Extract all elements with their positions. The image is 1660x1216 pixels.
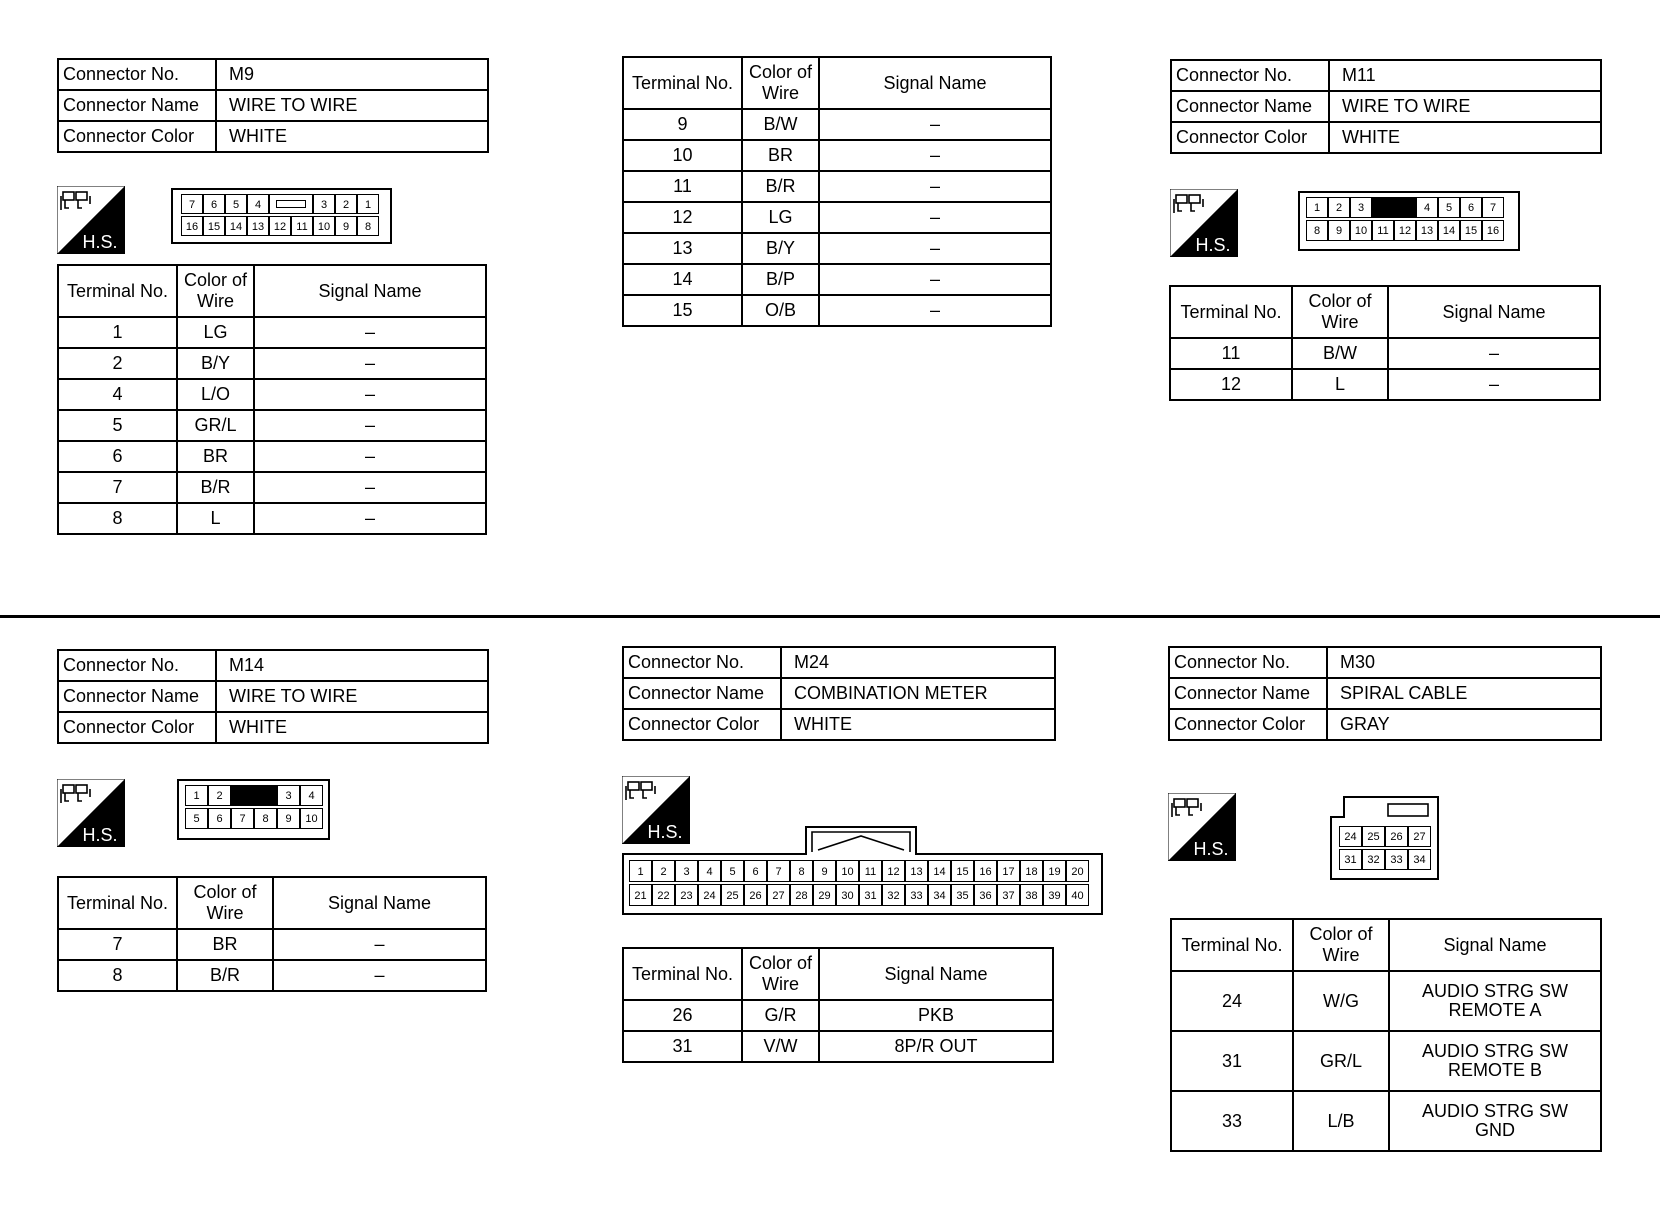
connector-pin: 34: [928, 884, 951, 906]
connector-pin: 12: [882, 860, 905, 882]
connector-name-value: COMBINATION METER: [781, 678, 1055, 709]
connector-pin: 7: [767, 860, 790, 882]
connector-pin: 38: [1020, 884, 1043, 906]
terminal-no-cell: 7: [58, 929, 177, 960]
wire-color-cell: BR: [177, 441, 254, 472]
terminal-table-m24: [622, 947, 1054, 1063]
connector-pin: 24: [698, 884, 721, 906]
signal-name-cell: –: [1388, 369, 1600, 400]
wire-color-cell: V/W: [742, 1031, 819, 1062]
signal-name-cell: –: [819, 295, 1051, 326]
terminal-no-cell: 8: [58, 503, 177, 534]
connector-pin: 30: [836, 884, 859, 906]
connector-no-label: Connector No.: [58, 59, 216, 90]
connector-pin: 25: [1362, 826, 1385, 847]
table-row: [623, 171, 1051, 202]
signal-name-cell: –: [819, 140, 1051, 171]
connector-pin: 8: [357, 216, 379, 236]
table-row: [623, 295, 1051, 326]
hs-label: H.S.: [647, 822, 683, 842]
signal-name-cell: –: [819, 202, 1051, 233]
color-of-wire-header: [742, 948, 819, 1000]
connector-pin: 3: [1350, 197, 1372, 218]
wire-color-cell: W/G: [1293, 971, 1389, 1031]
connector-pin: 34: [1408, 849, 1431, 870]
connector-color-value: GRAY: [1327, 709, 1601, 740]
connector-pin: 26: [744, 884, 767, 906]
header-line: Color of: [748, 62, 813, 82]
signal-name-header: Signal Name: [819, 57, 1051, 109]
connector-pin: 40: [1066, 884, 1089, 906]
header-line: Wire: [762, 83, 799, 103]
connector-pin: 33: [1385, 849, 1408, 870]
table-row: [58, 503, 486, 534]
connector-pin: 6: [1460, 197, 1482, 218]
harness-side-icon: [57, 779, 125, 847]
connector-info-m30: [1168, 646, 1602, 741]
color-of-wire-header: [742, 57, 819, 109]
wire-color-cell: BR: [177, 929, 273, 960]
table-row: [623, 140, 1051, 171]
connector-name-label: Connector Name: [1171, 91, 1329, 122]
wire-color-cell: B/R: [177, 960, 273, 991]
connector-pin: 14: [225, 216, 247, 236]
terminal-no-cell: 1: [58, 317, 177, 348]
wire-color-cell: B/Y: [742, 233, 819, 264]
connector-pin: 27: [767, 884, 790, 906]
terminal-no-cell: 7: [58, 472, 177, 503]
wire-color-cell: GR/L: [1293, 1031, 1389, 1091]
wire-color-cell: L/B: [1293, 1091, 1389, 1151]
connector-no-value: M9: [216, 59, 488, 90]
header-line: Wire: [762, 974, 799, 994]
signal-name-cell: –: [819, 109, 1051, 140]
wire-color-cell: G/R: [742, 1000, 819, 1031]
terminal-table-m14: [57, 876, 487, 992]
terminal-no-cell: 12: [623, 202, 742, 233]
connector-info-m11: [1170, 59, 1602, 154]
signal-name-cell: –: [254, 472, 486, 503]
connector-pin: 14: [928, 860, 951, 882]
connector-pin: 25: [721, 884, 744, 906]
wire-color-cell: LG: [742, 202, 819, 233]
connector-color-label: Connector Color: [58, 121, 216, 152]
table-row: [623, 233, 1051, 264]
terminal-no-header: Terminal No.: [1171, 919, 1293, 971]
connector-pin: 39: [1043, 884, 1066, 906]
wire-color-cell: O/B: [742, 295, 819, 326]
connector-pin: 2: [335, 194, 357, 214]
connector-pin: 9: [1328, 220, 1350, 241]
connector-pin: 31: [859, 884, 882, 906]
connector-pin: 28: [790, 884, 813, 906]
connector-pin: 35: [951, 884, 974, 906]
signal-name-cell: –: [254, 441, 486, 472]
signal-name-cell: –: [254, 503, 486, 534]
connector-pin: 20: [1066, 860, 1089, 882]
connector-info-m24: [622, 646, 1056, 741]
terminal-no-cell: 4: [58, 379, 177, 410]
connector-info-m14: [57, 649, 489, 744]
connector-pin: 13: [905, 860, 928, 882]
connector-name-label: Connector Name: [58, 681, 216, 712]
connector-pin: 4: [698, 860, 721, 882]
terminal-table-m30: [1170, 918, 1602, 1152]
connector-key-slot: [1372, 197, 1416, 218]
connector-color-value: WHITE: [781, 709, 1055, 740]
signal-name-cell: –: [273, 960, 486, 991]
signal-name-line: AUDIO STRG SW: [1421, 1041, 1568, 1061]
color-of-wire-header: [1292, 286, 1388, 338]
section-divider: [0, 615, 1660, 618]
connector-pin: 19: [1043, 860, 1066, 882]
signal-name-cell: PKB: [819, 1000, 1053, 1031]
connector-pin: 12: [269, 216, 291, 236]
header-line: Color of: [1309, 924, 1373, 944]
wire-color-cell: BR: [742, 140, 819, 171]
connector-pin: 10: [313, 216, 335, 236]
color-of-wire-header: [1293, 919, 1389, 971]
connector-pin: 13: [247, 216, 269, 236]
wire-color-cell: LG: [177, 317, 254, 348]
connector-pin: 5: [225, 194, 247, 214]
terminal-no-cell: 5: [58, 410, 177, 441]
connector-pin: 12: [1394, 220, 1416, 241]
connector-pin: 10: [300, 808, 323, 829]
connector-pin: 9: [277, 808, 300, 829]
connector-pin: 8: [790, 860, 813, 882]
table-row: [623, 1000, 1053, 1031]
connector-pin: 24: [1339, 826, 1362, 847]
table-row: [58, 410, 486, 441]
connector-pin: 1: [185, 785, 208, 806]
connector-face-m24: [629, 860, 1097, 910]
wire-color-cell: L: [1292, 369, 1388, 400]
harness-side-icon: [1170, 189, 1238, 257]
connector-pin: 8: [1306, 220, 1328, 241]
connector-pin: 1: [1306, 197, 1328, 218]
connector-pin: 5: [1438, 197, 1460, 218]
connector-color-label: Connector Color: [623, 709, 781, 740]
terminal-table-m9-b: [622, 56, 1052, 327]
terminal-no-cell: 9: [623, 109, 742, 140]
connector-key-outline: [276, 200, 306, 208]
connector-pin: 32: [1362, 849, 1385, 870]
table-row: [58, 379, 486, 410]
connector-pin: 4: [300, 785, 323, 806]
wire-color-cell: L: [177, 503, 254, 534]
wire-color-cell: B/P: [742, 264, 819, 295]
connector-no-value: M11: [1329, 60, 1601, 91]
signal-name-cell: 8P/R OUT: [819, 1031, 1053, 1062]
connector-face-m9: [171, 188, 392, 244]
hs-label: H.S.: [82, 232, 118, 252]
connector-pin: 16: [1482, 220, 1504, 241]
connector-pin: 8: [254, 808, 277, 829]
signal-name-header: Signal Name: [254, 265, 486, 317]
wire-color-cell: B/R: [177, 472, 254, 503]
connector-pin: 14: [1438, 220, 1460, 241]
signal-name-cell: –: [273, 929, 486, 960]
connector-pin: 33: [905, 884, 928, 906]
connector-pin: 29: [813, 884, 836, 906]
terminal-no-cell: 8: [58, 960, 177, 991]
signal-name-cell: –: [819, 233, 1051, 264]
table-row: [1170, 338, 1600, 369]
terminal-no-header: Terminal No.: [58, 265, 177, 317]
connector-no-value: M24: [781, 647, 1055, 678]
connector-pin: 18: [1020, 860, 1043, 882]
connector-pin: 32: [882, 884, 905, 906]
connector-pin: 2: [208, 785, 231, 806]
terminal-no-cell: 11: [623, 171, 742, 202]
connector-face-m30: [1338, 825, 1434, 871]
connector-pin: 11: [1372, 220, 1394, 241]
wire-color-cell: B/Y: [177, 348, 254, 379]
signal-name-cell: –: [819, 171, 1051, 202]
connector-pin: 2: [652, 860, 675, 882]
connector-pin: 15: [951, 860, 974, 882]
connector-pin: 15: [1460, 220, 1482, 241]
table-row: [58, 472, 486, 503]
connector-pin: 3: [313, 194, 335, 214]
connector-pin: 7: [1482, 197, 1504, 218]
table-row: [623, 109, 1051, 140]
connector-name-value: SPIRAL CABLE: [1327, 678, 1601, 709]
connector-pin: 9: [813, 860, 836, 882]
signal-name-cell: –: [254, 410, 486, 441]
connector-name-label: Connector Name: [1169, 678, 1327, 709]
terminal-no-cell: 31: [623, 1031, 742, 1062]
signal-name-cell: [1389, 971, 1601, 1031]
connector-no-label: Connector No.: [58, 650, 216, 681]
table-row: [58, 929, 486, 960]
connector-pin: 5: [185, 808, 208, 829]
header-line: Color of: [183, 270, 248, 290]
header-line: Wire: [1322, 945, 1360, 965]
signal-name-header: Signal Name: [273, 877, 486, 929]
connector-color-value: WHITE: [1329, 122, 1601, 153]
signal-name-line: AUDIO STRG SW: [1421, 981, 1568, 1001]
connector-pin: 15: [203, 216, 225, 236]
signal-name-cell: –: [254, 379, 486, 410]
table-row: [1170, 369, 1600, 400]
table-row: [623, 264, 1051, 295]
table-row: [623, 202, 1051, 233]
terminal-no-header: Terminal No.: [623, 57, 742, 109]
terminal-no-cell: 33: [1171, 1091, 1293, 1151]
connector-pin: 10: [1350, 220, 1372, 241]
connector-pin: 11: [859, 860, 882, 882]
table-row: [58, 348, 486, 379]
table-row: [623, 1031, 1053, 1062]
wire-color-cell: GR/L: [177, 410, 254, 441]
signal-name-cell: [1389, 1031, 1601, 1091]
header-line: Wire: [197, 291, 234, 311]
connector-key-slot: [269, 194, 313, 214]
connector-pin: 23: [675, 884, 698, 906]
header-line: Wire: [1321, 312, 1359, 332]
connector-pin: 4: [1416, 197, 1438, 218]
terminal-no-cell: 10: [623, 140, 742, 171]
connector-color-label: Connector Color: [58, 712, 216, 743]
signal-name-cell: [1389, 1091, 1601, 1151]
table-row: [58, 441, 486, 472]
color-of-wire-header: [177, 265, 254, 317]
terminal-no-cell: 2: [58, 348, 177, 379]
connector-name-value: WIRE TO WIRE: [1329, 91, 1601, 122]
connector-color-value: WHITE: [216, 121, 488, 152]
terminal-no-cell: 31: [1171, 1031, 1293, 1091]
signal-name-header: Signal Name: [819, 948, 1053, 1000]
signal-name-cell: –: [819, 264, 1051, 295]
wire-color-cell: B/W: [742, 109, 819, 140]
connector-pin: 1: [629, 860, 652, 882]
connector-pin: 7: [231, 808, 254, 829]
connector-name-label: Connector Name: [58, 90, 216, 121]
connector-pin: 16: [181, 216, 203, 236]
table-row: [1171, 971, 1601, 1031]
hs-label: H.S.: [1195, 235, 1231, 255]
connector-pin: 22: [652, 884, 675, 906]
wire-color-cell: L/O: [177, 379, 254, 410]
connector-pin: 6: [203, 194, 225, 214]
harness-side-icon: [1168, 793, 1236, 861]
connector-no-label: Connector No.: [1169, 647, 1327, 678]
signal-name-cell: –: [254, 317, 486, 348]
header-line: Color of: [193, 882, 257, 902]
signal-name-header: Signal Name: [1389, 919, 1601, 971]
signal-name-header: Signal Name: [1388, 286, 1600, 338]
table-row: [58, 960, 486, 991]
connector-pin: 2: [1328, 197, 1350, 218]
connector-pin: 4: [247, 194, 269, 214]
connector-pin: 36: [974, 884, 997, 906]
signal-name-line: GND: [1475, 1120, 1515, 1140]
signal-name-line: REMOTE A: [1448, 1000, 1542, 1020]
header-line: Wire: [206, 903, 244, 923]
connector-no-value: M14: [216, 650, 488, 681]
connector-pin: 5: [721, 860, 744, 882]
signal-name-cell: –: [1388, 338, 1600, 369]
terminal-no-cell: 12: [1170, 369, 1292, 400]
header-line: Color of: [1308, 291, 1372, 311]
harness-side-icon: [57, 186, 125, 254]
connector-color-value: WHITE: [216, 712, 488, 743]
terminal-no-cell: 11: [1170, 338, 1292, 369]
table-row: [58, 317, 486, 348]
table-row: [1171, 1031, 1601, 1091]
table-row: [1171, 1091, 1601, 1151]
terminal-table-m11: [1169, 285, 1601, 401]
connector-pin: 9: [335, 216, 357, 236]
connector-pin: 7: [181, 194, 203, 214]
hs-label: H.S.: [1193, 839, 1229, 859]
terminal-no-header: Terminal No.: [58, 877, 177, 929]
connector-pin: 1: [357, 194, 379, 214]
header-line: Color of: [748, 953, 813, 973]
connector-pin: 16: [974, 860, 997, 882]
terminal-no-cell: 13: [623, 233, 742, 264]
connector-pin: 26: [1385, 826, 1408, 847]
connector-name-value: WIRE TO WIRE: [216, 681, 488, 712]
connector-pin: 6: [744, 860, 767, 882]
connector-pin: 3: [277, 785, 300, 806]
terminal-no-cell: 14: [623, 264, 742, 295]
terminal-no-cell: 24: [1171, 971, 1293, 1031]
connector-key-slot: [231, 785, 277, 806]
connector-pin: 21: [629, 884, 652, 906]
terminal-no-cell: 26: [623, 1000, 742, 1031]
connector-pin: 11: [291, 216, 313, 236]
color-of-wire-header: [177, 877, 273, 929]
connector-face-m11: [1298, 191, 1520, 251]
hs-label: H.S.: [82, 825, 118, 845]
signal-name-line: REMOTE B: [1447, 1060, 1542, 1080]
connector-pin: 10: [836, 860, 859, 882]
connector-face-m14: [177, 779, 330, 840]
terminal-no-cell: 15: [623, 295, 742, 326]
connector-pin: 6: [208, 808, 231, 829]
connector-no-label: Connector No.: [1171, 60, 1329, 91]
terminal-no-cell: 6: [58, 441, 177, 472]
connector-color-label: Connector Color: [1171, 122, 1329, 153]
connector-pin: 37: [997, 884, 1020, 906]
wire-color-cell: B/R: [742, 171, 819, 202]
connector-name-value: WIRE TO WIRE: [216, 90, 488, 121]
connector-no-value: M30: [1327, 647, 1601, 678]
connector-color-label: Connector Color: [1169, 709, 1327, 740]
wire-color-cell: B/W: [1292, 338, 1388, 369]
terminal-no-header: Terminal No.: [623, 948, 742, 1000]
connector-pin: 13: [1416, 220, 1438, 241]
connector-pin: 27: [1408, 826, 1431, 847]
connector-pin: 31: [1339, 849, 1362, 870]
signal-name-cell: –: [254, 348, 486, 379]
signal-name-line: AUDIO STRG SW: [1421, 1101, 1568, 1121]
terminal-no-header: Terminal No.: [1170, 286, 1292, 338]
connector-no-label: Connector No.: [623, 647, 781, 678]
connector-pin: 17: [997, 860, 1020, 882]
connector-info-m9: [57, 58, 489, 153]
terminal-table-m9-a: [57, 264, 487, 535]
connector-name-label: Connector Name: [623, 678, 781, 709]
connector-pin: 3: [675, 860, 698, 882]
